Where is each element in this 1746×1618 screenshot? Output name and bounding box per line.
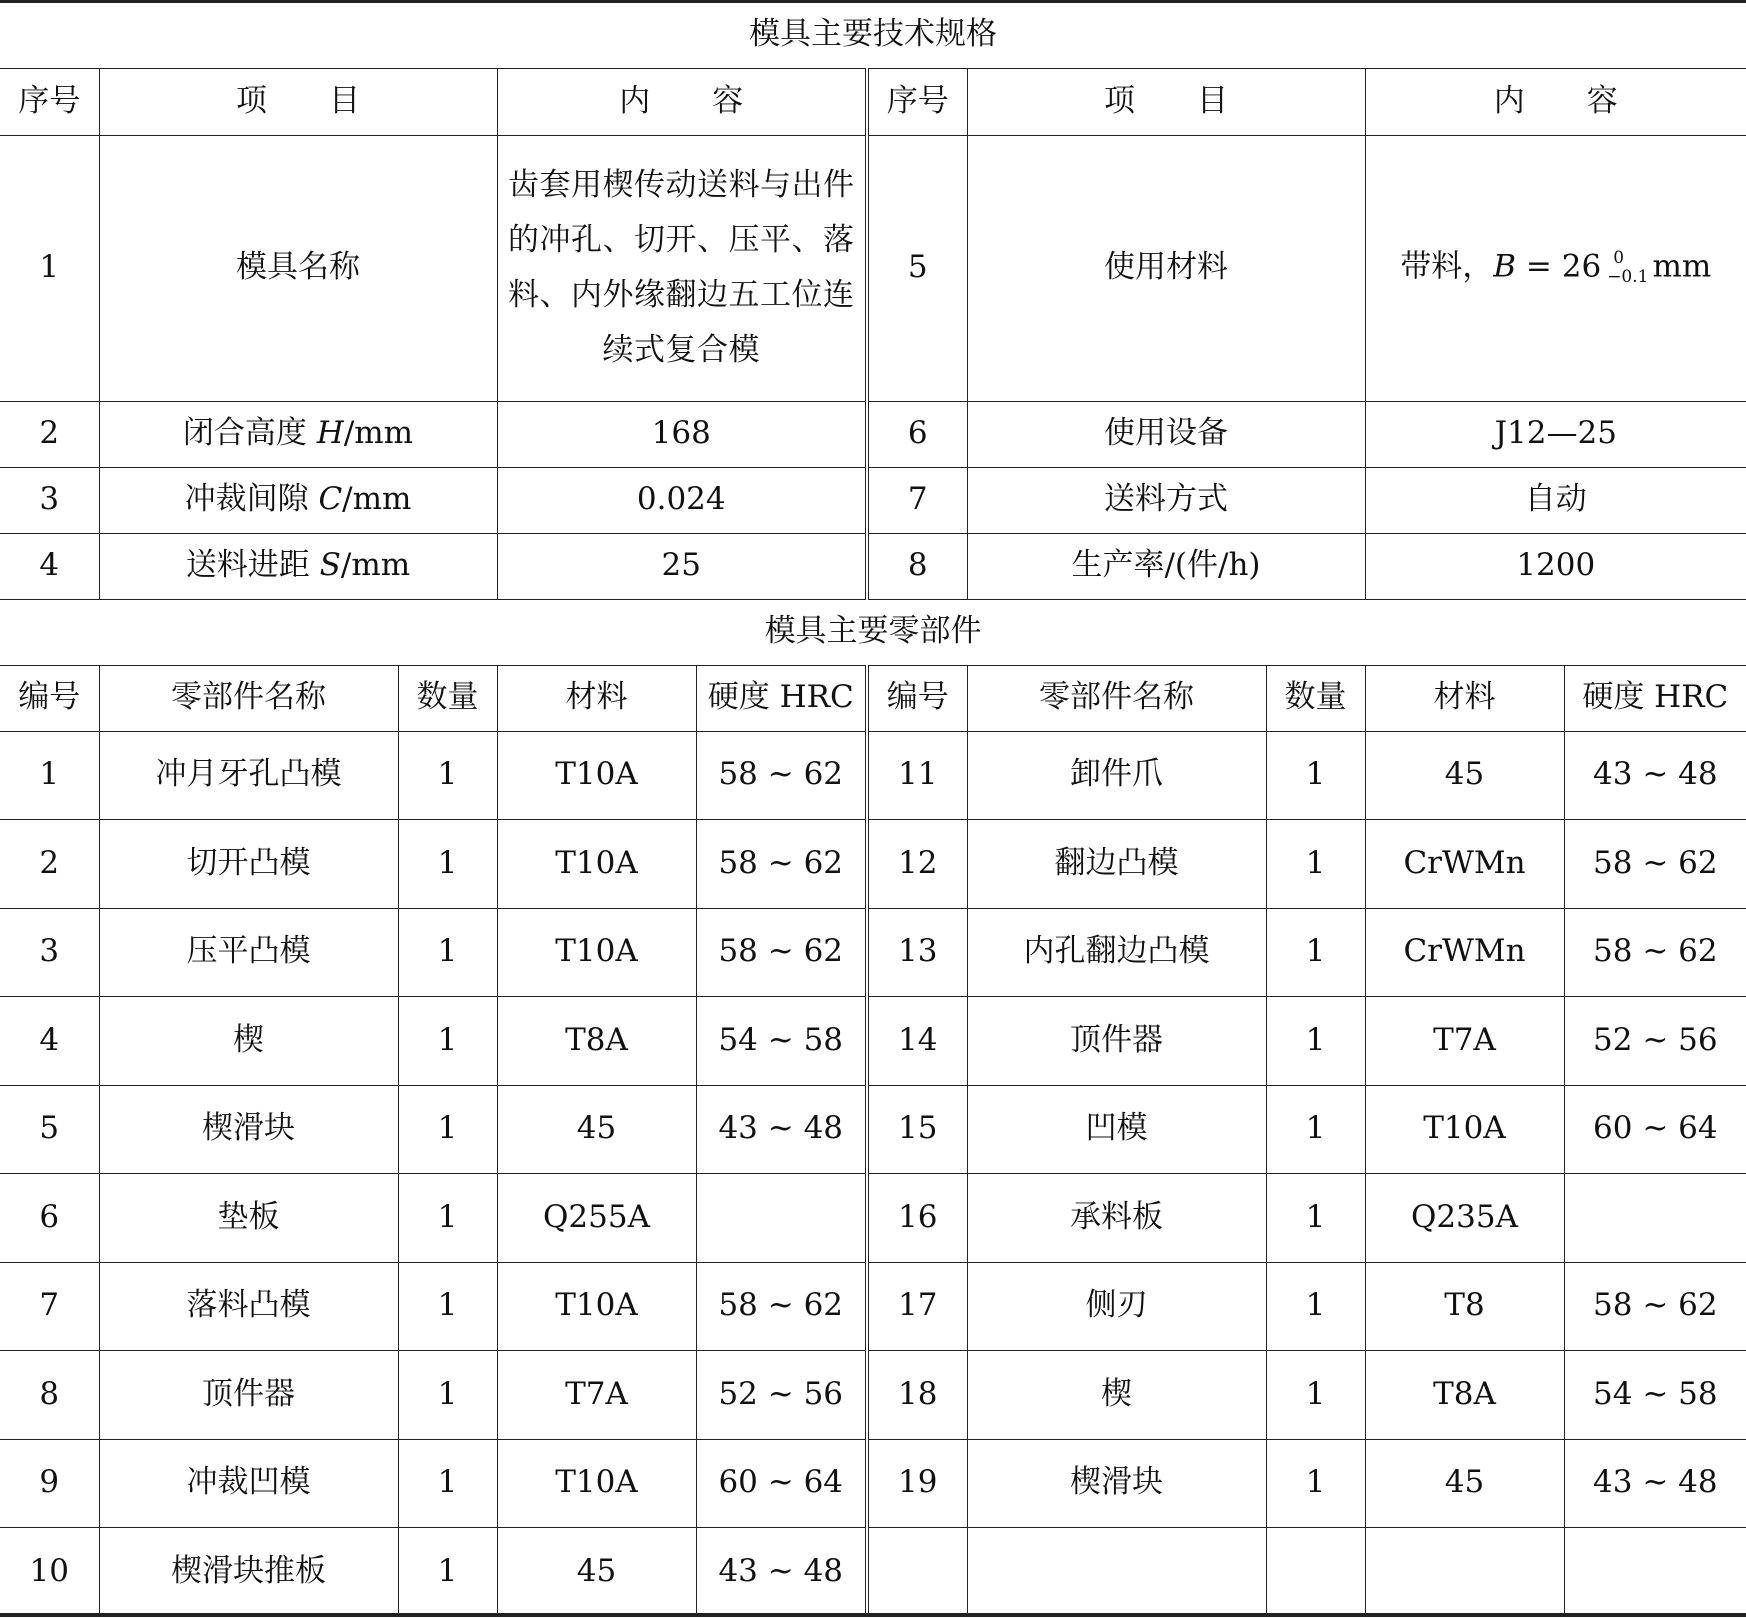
spec-item: 生产率/(件/h) (967, 533, 1365, 599)
part-no: 1 (0, 731, 99, 820)
parts-header-cell: 材料 (497, 665, 696, 731)
part-hardness: 58 ~ 62 (696, 820, 867, 909)
part-hardness: 58 ~ 62 (696, 731, 867, 820)
table-row (0, 731, 1746, 820)
part-hardness: 43 ~ 48 (696, 1528, 867, 1617)
part-no: 10 (0, 1528, 99, 1617)
spec-item: 闭合高度 H/mm (99, 401, 497, 467)
part-material: CrWMn (1365, 820, 1564, 909)
spec-item: 使用材料 (967, 135, 1365, 401)
spec-header-content-l: 内 容 (497, 68, 867, 135)
spec-item: 送料方式 (967, 467, 1365, 533)
part-material: T10A (1365, 1085, 1564, 1174)
spec-no: 3 (0, 467, 99, 533)
table-row (0, 1528, 1746, 1617)
part-material: T10A (497, 820, 696, 909)
table-row (0, 1174, 1746, 1263)
part-name: 顶件器 (967, 997, 1266, 1086)
parts-header-cell: 编号 (0, 665, 99, 731)
table-row (0, 1351, 1746, 1440)
part-material: Q255A (497, 1174, 696, 1263)
spec-header-no-l: 序号 (0, 68, 99, 135)
spec-content-material (1365, 135, 1746, 401)
spec-content: J12—25 (1365, 401, 1746, 467)
table-row (0, 1262, 1746, 1351)
spec-item: 冲裁间隙 C/mm (99, 467, 497, 533)
part-material: 45 (497, 1085, 696, 1174)
part-no: 3 (0, 908, 99, 997)
part-no: 8 (0, 1351, 99, 1440)
part-name: 楔滑块 (99, 1085, 398, 1174)
part-no (867, 1528, 967, 1617)
table-row (0, 820, 1746, 909)
parts-header-cell: 材料 (1365, 665, 1564, 731)
spec-row (0, 533, 1746, 599)
spec-content: 168 (497, 401, 867, 467)
part-qty: 1 (398, 820, 497, 909)
part-hardness: 52 ~ 56 (696, 1351, 867, 1440)
part-name: 楔滑块推板 (99, 1528, 398, 1617)
spec-no: 7 (867, 467, 967, 533)
part-name (967, 1528, 1266, 1617)
part-no: 16 (867, 1174, 967, 1263)
part-no: 14 (867, 997, 967, 1086)
spec-no: 6 (867, 401, 967, 467)
parts-header-cell: 数量 (1266, 665, 1365, 731)
part-material: 45 (1365, 1439, 1564, 1528)
spec-header-content-r: 内 容 (1365, 68, 1746, 135)
spec-header-row (0, 68, 1746, 135)
part-hardness: 43 ~ 48 (1564, 1439, 1746, 1528)
part-name: 压平凸模 (99, 908, 398, 997)
part-no: 12 (867, 820, 967, 909)
part-no: 13 (867, 908, 967, 997)
part-name: 翻边凸模 (967, 820, 1266, 909)
material-eq: = 26 (1516, 248, 1602, 285)
material-prefix: 带料， (1400, 248, 1494, 285)
part-hardness: 54 ~ 58 (1564, 1351, 1746, 1440)
part-qty: 1 (398, 908, 497, 997)
part-name: 承料板 (967, 1174, 1266, 1263)
part-qty: 1 (1266, 908, 1365, 997)
part-hardness: 60 ~ 64 (1564, 1085, 1746, 1174)
part-hardness: 58 ~ 62 (696, 1262, 867, 1351)
spec-header-no-r: 序号 (867, 68, 967, 135)
material-var: B (1493, 248, 1517, 285)
part-no: 18 (867, 1351, 967, 1440)
spec-item: 送料进距 S/mm (99, 533, 497, 599)
part-qty: 1 (1266, 731, 1365, 820)
spec-no: 2 (0, 401, 99, 467)
spec-content: 齿套用楔传动送料与出件的冲孔、切开、压平、落料、内外缘翻边五工位连续式复合模 (508, 167, 855, 368)
spec-no: 8 (867, 533, 967, 599)
part-no: 7 (0, 1262, 99, 1351)
part-qty: 1 (398, 1174, 497, 1263)
tolerance-upper: 0 (1613, 248, 1625, 268)
spec-content: 1200 (1365, 533, 1746, 599)
part-qty: 1 (398, 1085, 497, 1174)
part-name: 垫板 (99, 1174, 398, 1263)
part-hardness: 58 ~ 62 (1564, 1262, 1746, 1351)
table-row (0, 997, 1746, 1086)
part-material (1365, 1528, 1564, 1617)
part-name: 凹模 (967, 1085, 1266, 1174)
part-hardness: 43 ~ 48 (1564, 731, 1746, 820)
parts-header-cell: 编号 (867, 665, 967, 731)
parts-body (0, 731, 1746, 1616)
part-material: T10A (497, 731, 696, 820)
spec-title: 模具主要技术规格 (0, 2, 1746, 68)
spec-row (0, 135, 1746, 401)
part-no: 19 (867, 1439, 967, 1528)
spec-header-item-l: 项 目 (99, 68, 497, 135)
parts-header-cell: 硬度 HRC (1564, 665, 1746, 731)
part-qty: 1 (398, 1262, 497, 1351)
part-name: 冲裁凹模 (99, 1439, 398, 1528)
bottom-rule (0, 1613, 1746, 1617)
tolerance (1607, 249, 1648, 287)
part-qty: 1 (1266, 1262, 1365, 1351)
tolerance-lower: −0.1 (1607, 267, 1649, 287)
part-no: 5 (0, 1085, 99, 1174)
part-qty: 1 (398, 997, 497, 1086)
material-unit: mm (1652, 248, 1712, 285)
part-qty: 1 (398, 1351, 497, 1440)
part-name: 楔 (967, 1351, 1266, 1440)
part-material: T8A (497, 997, 696, 1086)
part-name: 楔 (99, 997, 398, 1086)
parts-title: 模具主要零部件 (0, 599, 1746, 665)
spec-row (0, 467, 1746, 533)
part-hardness (1564, 1174, 1746, 1263)
parts-header-row (0, 665, 1746, 731)
spec-no: 4 (0, 533, 99, 599)
part-qty: 1 (1266, 1085, 1365, 1174)
part-name: 落料凸模 (99, 1262, 398, 1351)
part-name: 顶件器 (99, 1351, 398, 1440)
parts-header-cell: 硬度 HRC (696, 665, 867, 731)
part-no: 11 (867, 731, 967, 820)
spec-item: 模具名称 (99, 135, 497, 401)
part-no: 6 (0, 1174, 99, 1263)
spec-header-item-r: 项 目 (967, 68, 1365, 135)
part-material: Q235A (1365, 1174, 1564, 1263)
spec-content: 0.024 (497, 467, 867, 533)
part-qty: 1 (1266, 1174, 1365, 1263)
spec-row (0, 401, 1746, 467)
part-hardness: 60 ~ 64 (696, 1439, 867, 1528)
part-hardness (1564, 1528, 1746, 1617)
part-qty: 1 (398, 731, 497, 820)
spec-no: 5 (867, 135, 967, 401)
table-row (0, 1085, 1746, 1174)
part-qty: 1 (1266, 997, 1365, 1086)
part-no: 2 (0, 820, 99, 909)
part-material: 45 (1365, 731, 1564, 820)
part-name: 楔滑块 (967, 1439, 1266, 1528)
part-material: T7A (1365, 997, 1564, 1086)
part-qty: 1 (1266, 1439, 1365, 1528)
spec-content: 自动 (1365, 467, 1746, 533)
part-qty: 1 (1266, 1351, 1365, 1440)
part-hardness: 52 ~ 56 (1564, 997, 1746, 1086)
parts-header-cell: 数量 (398, 665, 497, 731)
part-material: T7A (497, 1351, 696, 1440)
part-no: 17 (867, 1262, 967, 1351)
part-no: 4 (0, 997, 99, 1086)
part-material: T10A (497, 908, 696, 997)
parts-header-cell: 零部件名称 (99, 665, 398, 731)
part-hardness: 43 ~ 48 (696, 1085, 867, 1174)
part-hardness: 58 ~ 62 (1564, 908, 1746, 997)
parts-header-cell: 零部件名称 (967, 665, 1266, 731)
part-name: 冲月牙孔凸模 (99, 731, 398, 820)
part-name: 侧刃 (967, 1262, 1266, 1351)
part-qty: 1 (398, 1528, 497, 1617)
part-qty: 1 (398, 1439, 497, 1528)
part-name: 内孔翻边凸模 (967, 908, 1266, 997)
part-no: 15 (867, 1085, 967, 1174)
part-material: CrWMn (1365, 908, 1564, 997)
part-qty (1266, 1528, 1365, 1617)
part-qty: 1 (1266, 820, 1365, 909)
part-material: 45 (497, 1528, 696, 1617)
spec-item: 使用设备 (967, 401, 1365, 467)
spec-content: 25 (497, 533, 867, 599)
part-material: T8A (1365, 1351, 1564, 1440)
part-no: 9 (0, 1439, 99, 1528)
part-material: T8 (1365, 1262, 1564, 1351)
table-row (0, 908, 1746, 997)
part-material: T10A (497, 1262, 696, 1351)
spec-table (0, 2, 1746, 600)
part-hardness (696, 1174, 867, 1263)
part-hardness: 54 ~ 58 (696, 997, 867, 1086)
table-row (0, 1439, 1746, 1528)
parts-table (0, 599, 1746, 1617)
spec-no: 1 (0, 135, 99, 401)
part-name: 切开凸模 (99, 820, 398, 909)
part-hardness: 58 ~ 62 (696, 908, 867, 997)
part-material: T10A (497, 1439, 696, 1528)
part-name: 卸件爪 (967, 731, 1266, 820)
part-hardness: 58 ~ 62 (1564, 820, 1746, 909)
